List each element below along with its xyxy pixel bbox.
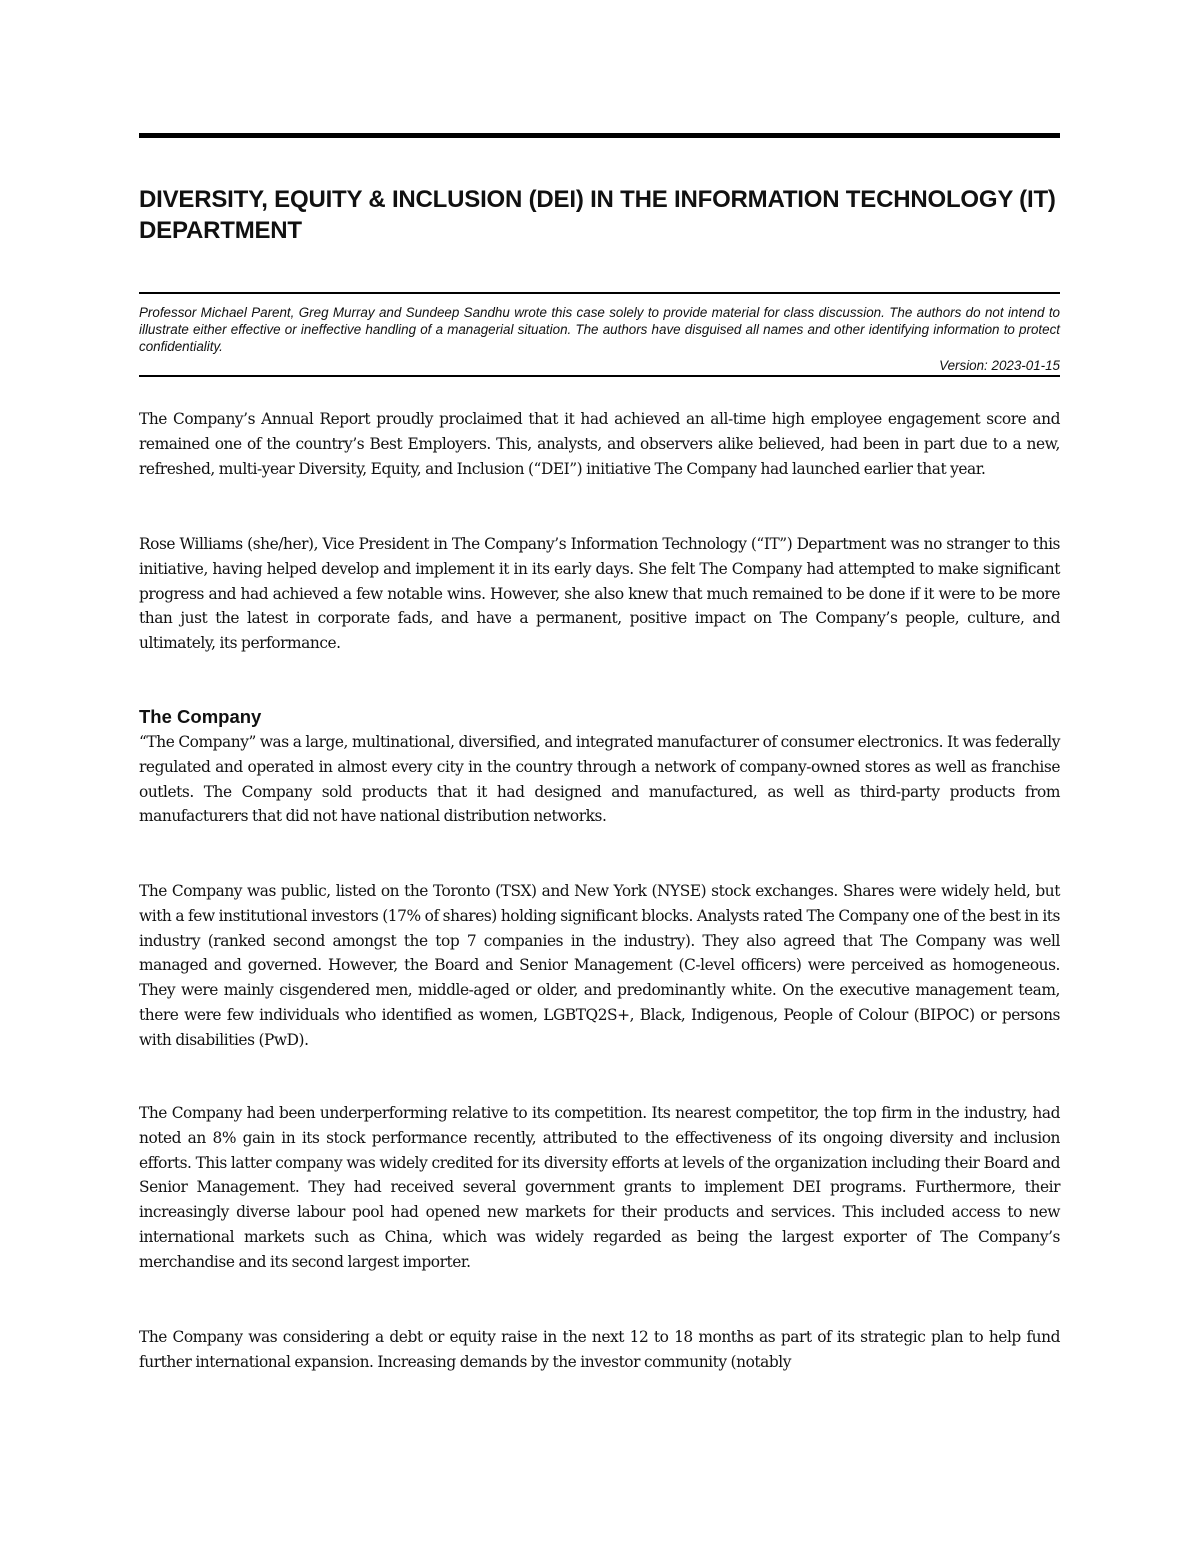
- section-heading: The Company: [139, 706, 262, 727]
- version-label: Version: 2023-01-15: [939, 358, 1060, 373]
- disclaimer-top-rule: [139, 292, 1060, 294]
- disclaimer-bottom-rule: [139, 375, 1060, 377]
- section-paragraph-4: The Company was considering a debt or equity raise in the next 12 to 18 months as part of its strategic plan to help fund further international expansion. Increasing demands by the investor community (notably: [139, 1328, 1060, 1371]
- section-paragraph-3: The Company had been underperforming relative to its competition. Its nearest competitor, the top firm in the industry, had noted an 8% gain in its stock performance recently, attributed to the effectiveness of its ongoing diversity and inclusion efforts. This latter company was widely credited for its diversity efforts at levels of the organization including their Board and Senior Management. They had received several government grants to implement DEI programs. Furthermore, their increasingly diverse labour pool had opened new markets for their products and services. This included access to new international markets such as China, which was widely regarded as being the largest exporter of The Company’s merchandise and its second largest importer.: [139, 1104, 1060, 1271]
- top-rule: [139, 133, 1060, 138]
- document-title: DIVERSITY, EQUITY & INCLUSION (DEI) IN THE INFORMATION TECHNOLOGY (IT) DEPARTMENT: [139, 186, 1056, 244]
- intro-paragraph-1: The Company’s Annual Report proudly proclaimed that it had achieved an all-time high employee engagement score and remained one of the country’s Best Employers. This, analysts, and observers alike believed, had been in part due to a new, refreshed, multi-year Diversity, Equity, and Inclusion (“DEI”) initiative The Company had launched earlier that year.: [139, 410, 1060, 478]
- disclaimer-text: Professor Michael Parent, Greg Murray and Sundeep Sandhu wrote this case solely to provide material for class discussion. The authors do not intend to illustrate either effective or ineffective handling of a managerial situation. The authors have disguised all names and other identifying information to protect confidentiality.: [139, 305, 1060, 354]
- intro-paragraph-2: Rose Williams (she/her), Vice President in The Company’s Information Technology (“IT”) Department was no stranger to this initiative, having helped develop and implement it in its early days. She felt The Company had attempted to make significant progress and had achieved a few notable wins. However, she also knew that much remained to be done if it were to be more than just the latest in corporate fads, and have a permanent, positive impact on The Company’s people, culture, and ultimately, its performance.: [139, 535, 1060, 653]
- section-paragraph-2: The Company was public, listed on the Toronto (TSX) and New York (NYSE) stock exchanges. Shares were widely held, but with a few institutional investors (17% of shares) holding significant blocks. Analysts rated The Company one of the best in its industry (ranked second amongst the top 7 companies in the industry). They also agreed that The Company was well managed and governed. However, the Board and Senior Management (C-level officers) were perceived as homogeneous. They were mainly cisgendered men, middle-aged or older, and predominantly white. On the executive management team, there were few individuals who identified as women, LGBTQ2S+, Black, Indigenous, People of Colour (BIPOC) or persons with disabilities (PwD).: [139, 882, 1060, 1049]
- section-paragraph-1: “The Company” was a large, multinational, diversified, and integrated manufacturer of consumer electronics. It was federally regulated and operated in almost every city in the country through a network of company-owned stores as well as franchise outlets. The Company sold products that it had designed and manufactured, as well as third-party products from manufacturers that did not have national distribution networks.: [139, 733, 1060, 826]
